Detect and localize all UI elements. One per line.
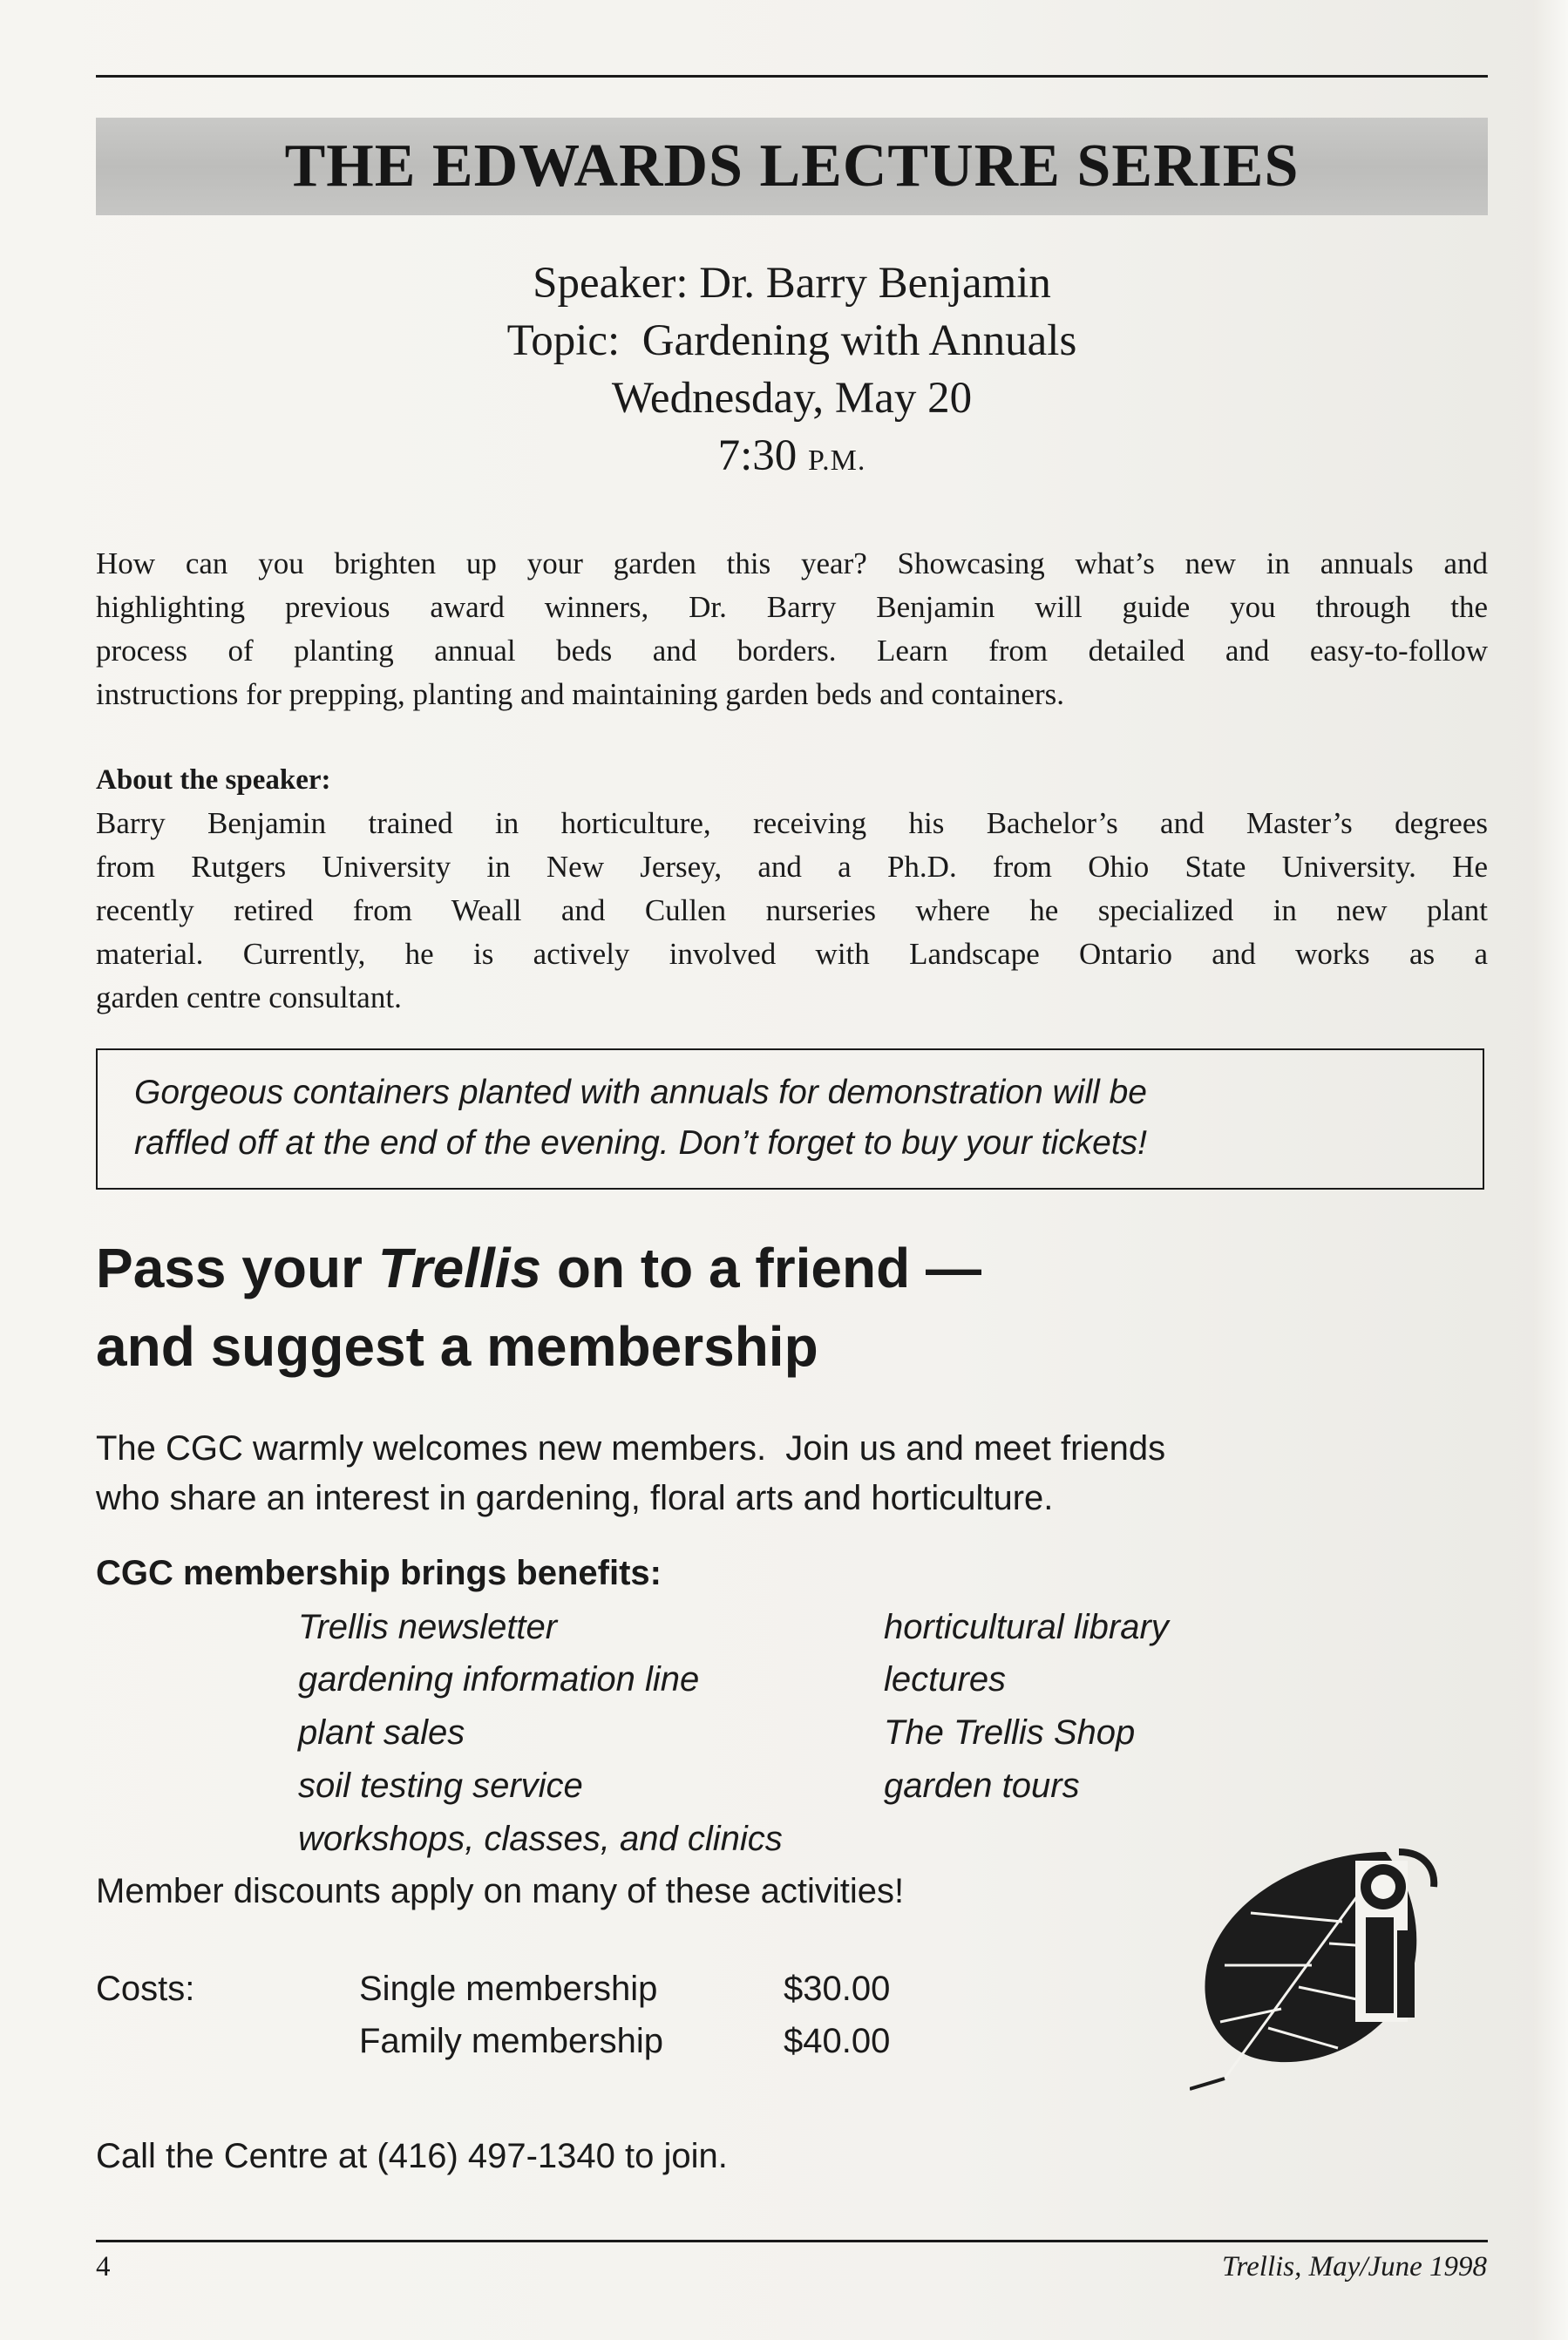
description-line: process of planting annual beds and borders. Learn from detailed and easy-to-follow [96,634,1488,668]
benefit-item: garden tours [884,1767,1080,1805]
raffle-line: raffled off at the end of the evening. Don’t forget to buy your tickets! [134,1124,1148,1162]
cost-price: $40.00 [784,2022,891,2060]
lecture-banner [96,118,1488,215]
lecture-date: Wednesday, May 20 [611,374,973,423]
title-post: on to a friend — [541,1237,981,1299]
benefit-item: gardening information line [298,1660,700,1699]
benefit-item: plant sales [298,1713,465,1752]
about-line: Barry Benjamin trained in horticulture, receiving his Bachelor’s and Master’s degrees [96,806,1488,840]
benefit-item: The Trellis Shop [884,1713,1136,1752]
benefit-item: Trellis newsletter [298,1608,558,1646]
membership-title-line1 [96,1229,1316,1307]
lecture-time-number: 7:30 [717,431,798,480]
about-speaker-text [96,802,1488,1020]
title-pre: Pass your [96,1237,378,1299]
benefits-heading: CGC membership brings benefits: [96,1554,662,1592]
call-to-join: Call the Centre at (416) 497-1340 to join. [96,2137,728,2175]
benefit-item: lectures [884,1660,1007,1699]
benefit-item: soil testing service [298,1767,583,1805]
welcome-line: The CGC warmly welcomes new members. Join us and meet friends [96,1429,1166,1468]
description-line: instructions for prepping, planting and maintaining garden beds and containers. [96,677,1064,711]
cost-name: Single membership [359,1970,658,2008]
page-edge-shadow [1533,0,1568,2340]
about-speaker-heading: About the speaker: [96,764,331,796]
discounts-note: Member discounts apply on many of these activities! [96,1872,905,1910]
raffle-line: Gorgeous containers planted with annuals for demonstration will be [134,1074,1148,1111]
description-line: highlighting previous award winners, Dr. Barry Benjamin will guide you through the [96,590,1488,624]
page-number: 4 [96,2251,111,2282]
cost-price: $30.00 [784,1970,891,2008]
benefit-item: horticultural library [884,1608,1169,1646]
lecture-details [96,254,1488,490]
about-line: recently retired from Weall and Cullen nurseries where he specialized in new plant [96,893,1488,927]
lecture-topic: Topic: Gardening with Annuals [506,316,1077,365]
about-line: material. Currently, he is actively involved with Landscape Ontario and works as a [96,937,1488,971]
bottom-rule [96,2240,1488,2242]
description-line: How can you brighten up your garden this year? Showcasing what’s new in annuals and [96,546,1488,580]
leaf-logo-icon [1190,1835,1442,2092]
membership-welcome [96,1424,1165,1523]
about-line: garden centre consultant. [96,980,402,1014]
raffle-notice-box [96,1048,1484,1190]
title-trellis: Trellis [377,1237,542,1299]
cost-name: Family membership [359,2022,663,2060]
lecture-time-suffix: P.M. [808,444,866,477]
costs-label: Costs: [96,1970,195,2008]
lecture-time [96,427,1488,490]
benefit-item: workshops, classes, and clinics [298,1820,783,1858]
membership-title-line2: and suggest a membership [96,1315,818,1378]
lecture-speaker: Speaker: Dr. Barry Benjamin [533,259,1051,308]
about-line: from Rutgers University in New Jersey, and a Ph.D. from Ohio State University. He [96,850,1488,884]
lecture-description [96,542,1488,716]
banner-title: THE EDWARDS LECTURE SERIES [284,132,1300,200]
membership-title [96,1229,1316,1386]
publication-footer: Trellis, May/June 1998 [1222,2251,1487,2282]
welcome-line: who share an interest in gardening, floral arts and horticulture. [96,1479,1054,1517]
top-rule [96,75,1488,78]
